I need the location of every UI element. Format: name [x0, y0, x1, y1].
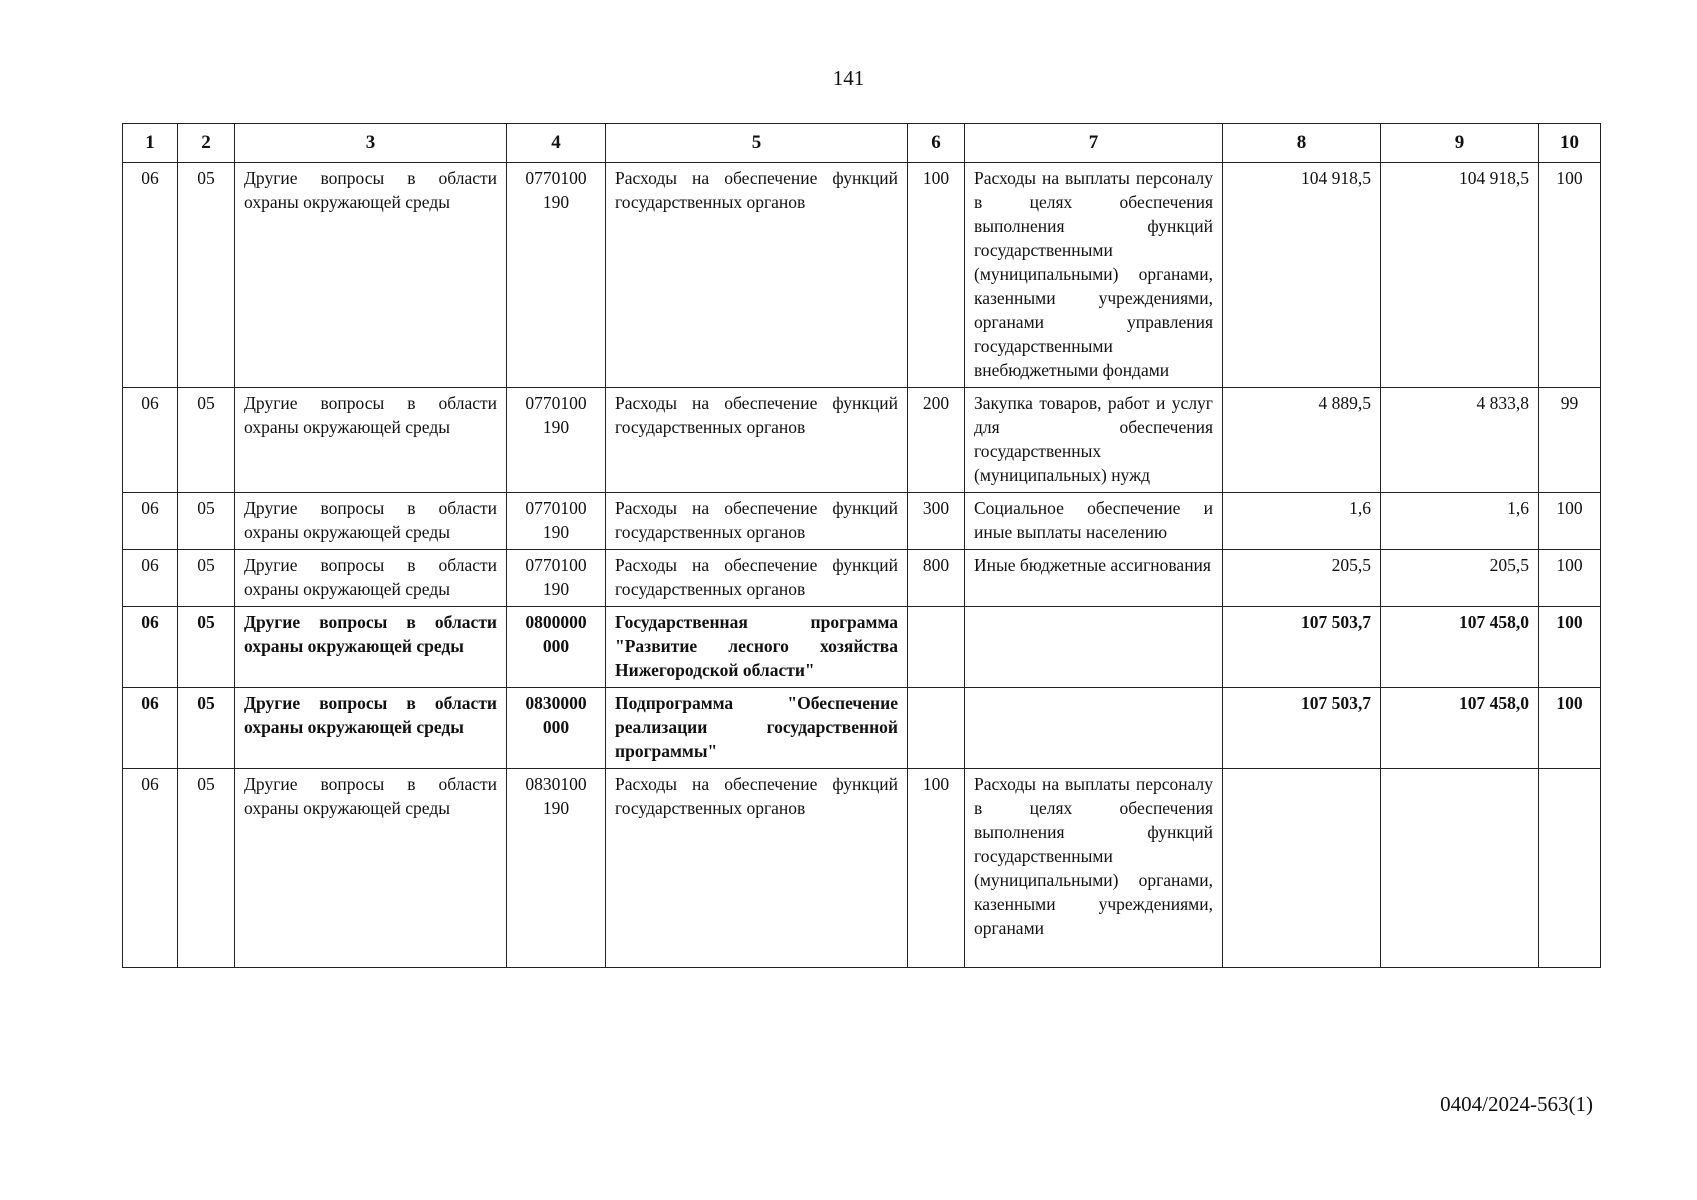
target-article-name: Подпрограмма "Обеспечение реализации государственной программы": [606, 688, 908, 769]
target-article-name: Государственная программа "Развитие лесного хозяйства Нижегородской области": [606, 607, 908, 688]
expense-type-name: Социальное обеспечение и иные выплаты населению: [965, 493, 1223, 550]
subsection-code: 05: [178, 493, 235, 550]
execution-percent: 100: [1539, 163, 1601, 388]
execution-percent: 100: [1539, 493, 1601, 550]
planned-amount: 205,5: [1223, 550, 1381, 607]
subsection-code: 05: [178, 607, 235, 688]
section-name: Другие вопросы в области охраны окружающей среды: [235, 607, 507, 688]
budget-table: [122, 123, 1601, 968]
expense-type-name: Закупка товаров, работ и услуг для обеспечения государственных (муниципальных) нужд: [965, 388, 1223, 493]
executed-amount: 107 458,0: [1381, 688, 1539, 769]
execution-percent: 99: [1539, 388, 1601, 493]
expense-type-code: 800: [908, 550, 965, 607]
col-header-9: 9: [1381, 124, 1539, 163]
executed-amount: 107 458,0: [1381, 607, 1539, 688]
section-code: 06: [123, 550, 178, 607]
target-article-code: 0770100 190: [507, 388, 606, 493]
expense-type-code: 300: [908, 493, 965, 550]
col-header-8: 8: [1223, 124, 1381, 163]
table-row: [123, 550, 1601, 607]
table-row: [123, 388, 1601, 493]
target-article-code: 0770100 190: [507, 163, 606, 388]
planned-amount: 4 889,5: [1223, 388, 1381, 493]
table-row-program: [123, 607, 1601, 688]
target-article-name: Расходы на обеспечение функций государственных органов: [606, 163, 908, 388]
table-row: [123, 769, 1601, 968]
section-code: 06: [123, 688, 178, 769]
executed-amount: [1381, 769, 1539, 968]
subsection-code: 05: [178, 388, 235, 493]
target-article-code: 0800000 000: [507, 607, 606, 688]
expense-type-code: 200: [908, 388, 965, 493]
expense-type-code: [908, 607, 965, 688]
planned-amount: 107 503,7: [1223, 688, 1381, 769]
col-header-2: 2: [178, 124, 235, 163]
target-article-code: 0830000 000: [507, 688, 606, 769]
planned-amount: 104 918,5: [1223, 163, 1381, 388]
page-number: 141: [832, 66, 865, 90]
col-header-5: 5: [606, 124, 908, 163]
header-row: [123, 124, 1601, 163]
section-name: Другие вопросы в области охраны окружающей среды: [235, 688, 507, 769]
expense-type-code: 100: [908, 163, 965, 388]
section-name: Другие вопросы в области охраны окружающей среды: [235, 493, 507, 550]
target-article-code: 0830100 190: [507, 769, 606, 968]
section-code: 06: [123, 769, 178, 968]
expense-type-code: 100: [908, 769, 965, 968]
section-code: 06: [123, 493, 178, 550]
subsection-code: 05: [178, 550, 235, 607]
execution-percent: 100: [1539, 550, 1601, 607]
expense-type-name: Расходы на выплаты персоналу в целях обеспечения выполнения функций государственными (муниципальными) органами, казенными учреждениями, органами: [974, 774, 1213, 938]
table-row: [123, 163, 1601, 388]
section-name: Другие вопросы в области охраны окружающей среды: [235, 163, 507, 388]
section-code: 06: [123, 607, 178, 688]
section-code: 06: [123, 388, 178, 493]
expense-type-name: Иные бюджетные ассигнования: [965, 550, 1223, 607]
target-article-name: Расходы на обеспечение функций государственных органов: [606, 550, 908, 607]
section-name: Другие вопросы в области охраны окружающей среды: [235, 388, 507, 493]
expense-type-code: [908, 688, 965, 769]
target-article-name: Расходы на обеспечение функций государственных органов: [606, 388, 908, 493]
col-header-3: 3: [235, 124, 507, 163]
col-header-4: 4: [507, 124, 606, 163]
planned-amount: 1,6: [1223, 493, 1381, 550]
subsection-code: 05: [178, 769, 235, 968]
section-name: Другие вопросы в области охраны окружающей среды: [235, 769, 507, 968]
planned-amount: [1223, 769, 1381, 968]
executed-amount: 205,5: [1381, 550, 1539, 607]
col-header-1: 1: [123, 124, 178, 163]
execution-percent: 100: [1539, 688, 1601, 769]
expense-type-name: [965, 607, 1223, 688]
target-article-code: 0770100 190: [507, 550, 606, 607]
col-header-10: 10: [1539, 124, 1601, 163]
executed-amount: 1,6: [1381, 493, 1539, 550]
execution-percent: [1539, 769, 1601, 968]
section-code: 06: [123, 163, 178, 388]
planned-amount: 107 503,7: [1223, 607, 1381, 688]
executed-amount: 4 833,8: [1381, 388, 1539, 493]
document-code: 0404/2024-563(1): [1440, 1092, 1593, 1116]
section-name: Другие вопросы в области охраны окружающей среды: [235, 550, 507, 607]
executed-amount: 104 918,5: [1381, 163, 1539, 388]
expense-type-name-cell: [965, 769, 1223, 968]
expense-type-name: [965, 688, 1223, 769]
target-article-name: Расходы на обеспечение функций государственных органов: [606, 769, 908, 968]
target-article-code: 0770100 190: [507, 493, 606, 550]
execution-percent: 100: [1539, 607, 1601, 688]
col-header-6: 6: [908, 124, 965, 163]
col-header-7: 7: [965, 124, 1223, 163]
table-row: [123, 493, 1601, 550]
expense-type-name: Расходы на выплаты персоналу в целях обеспечения выполнения функций государственными (муниципальными) органами, казенными учреждениями, органами управления государственными внебюджетными фондами: [965, 163, 1223, 388]
subsection-code: 05: [178, 688, 235, 769]
subsection-code: 05: [178, 163, 235, 388]
table-row-subprogram: [123, 688, 1601, 769]
target-article-name: Расходы на обеспечение функций государственных органов: [606, 493, 908, 550]
